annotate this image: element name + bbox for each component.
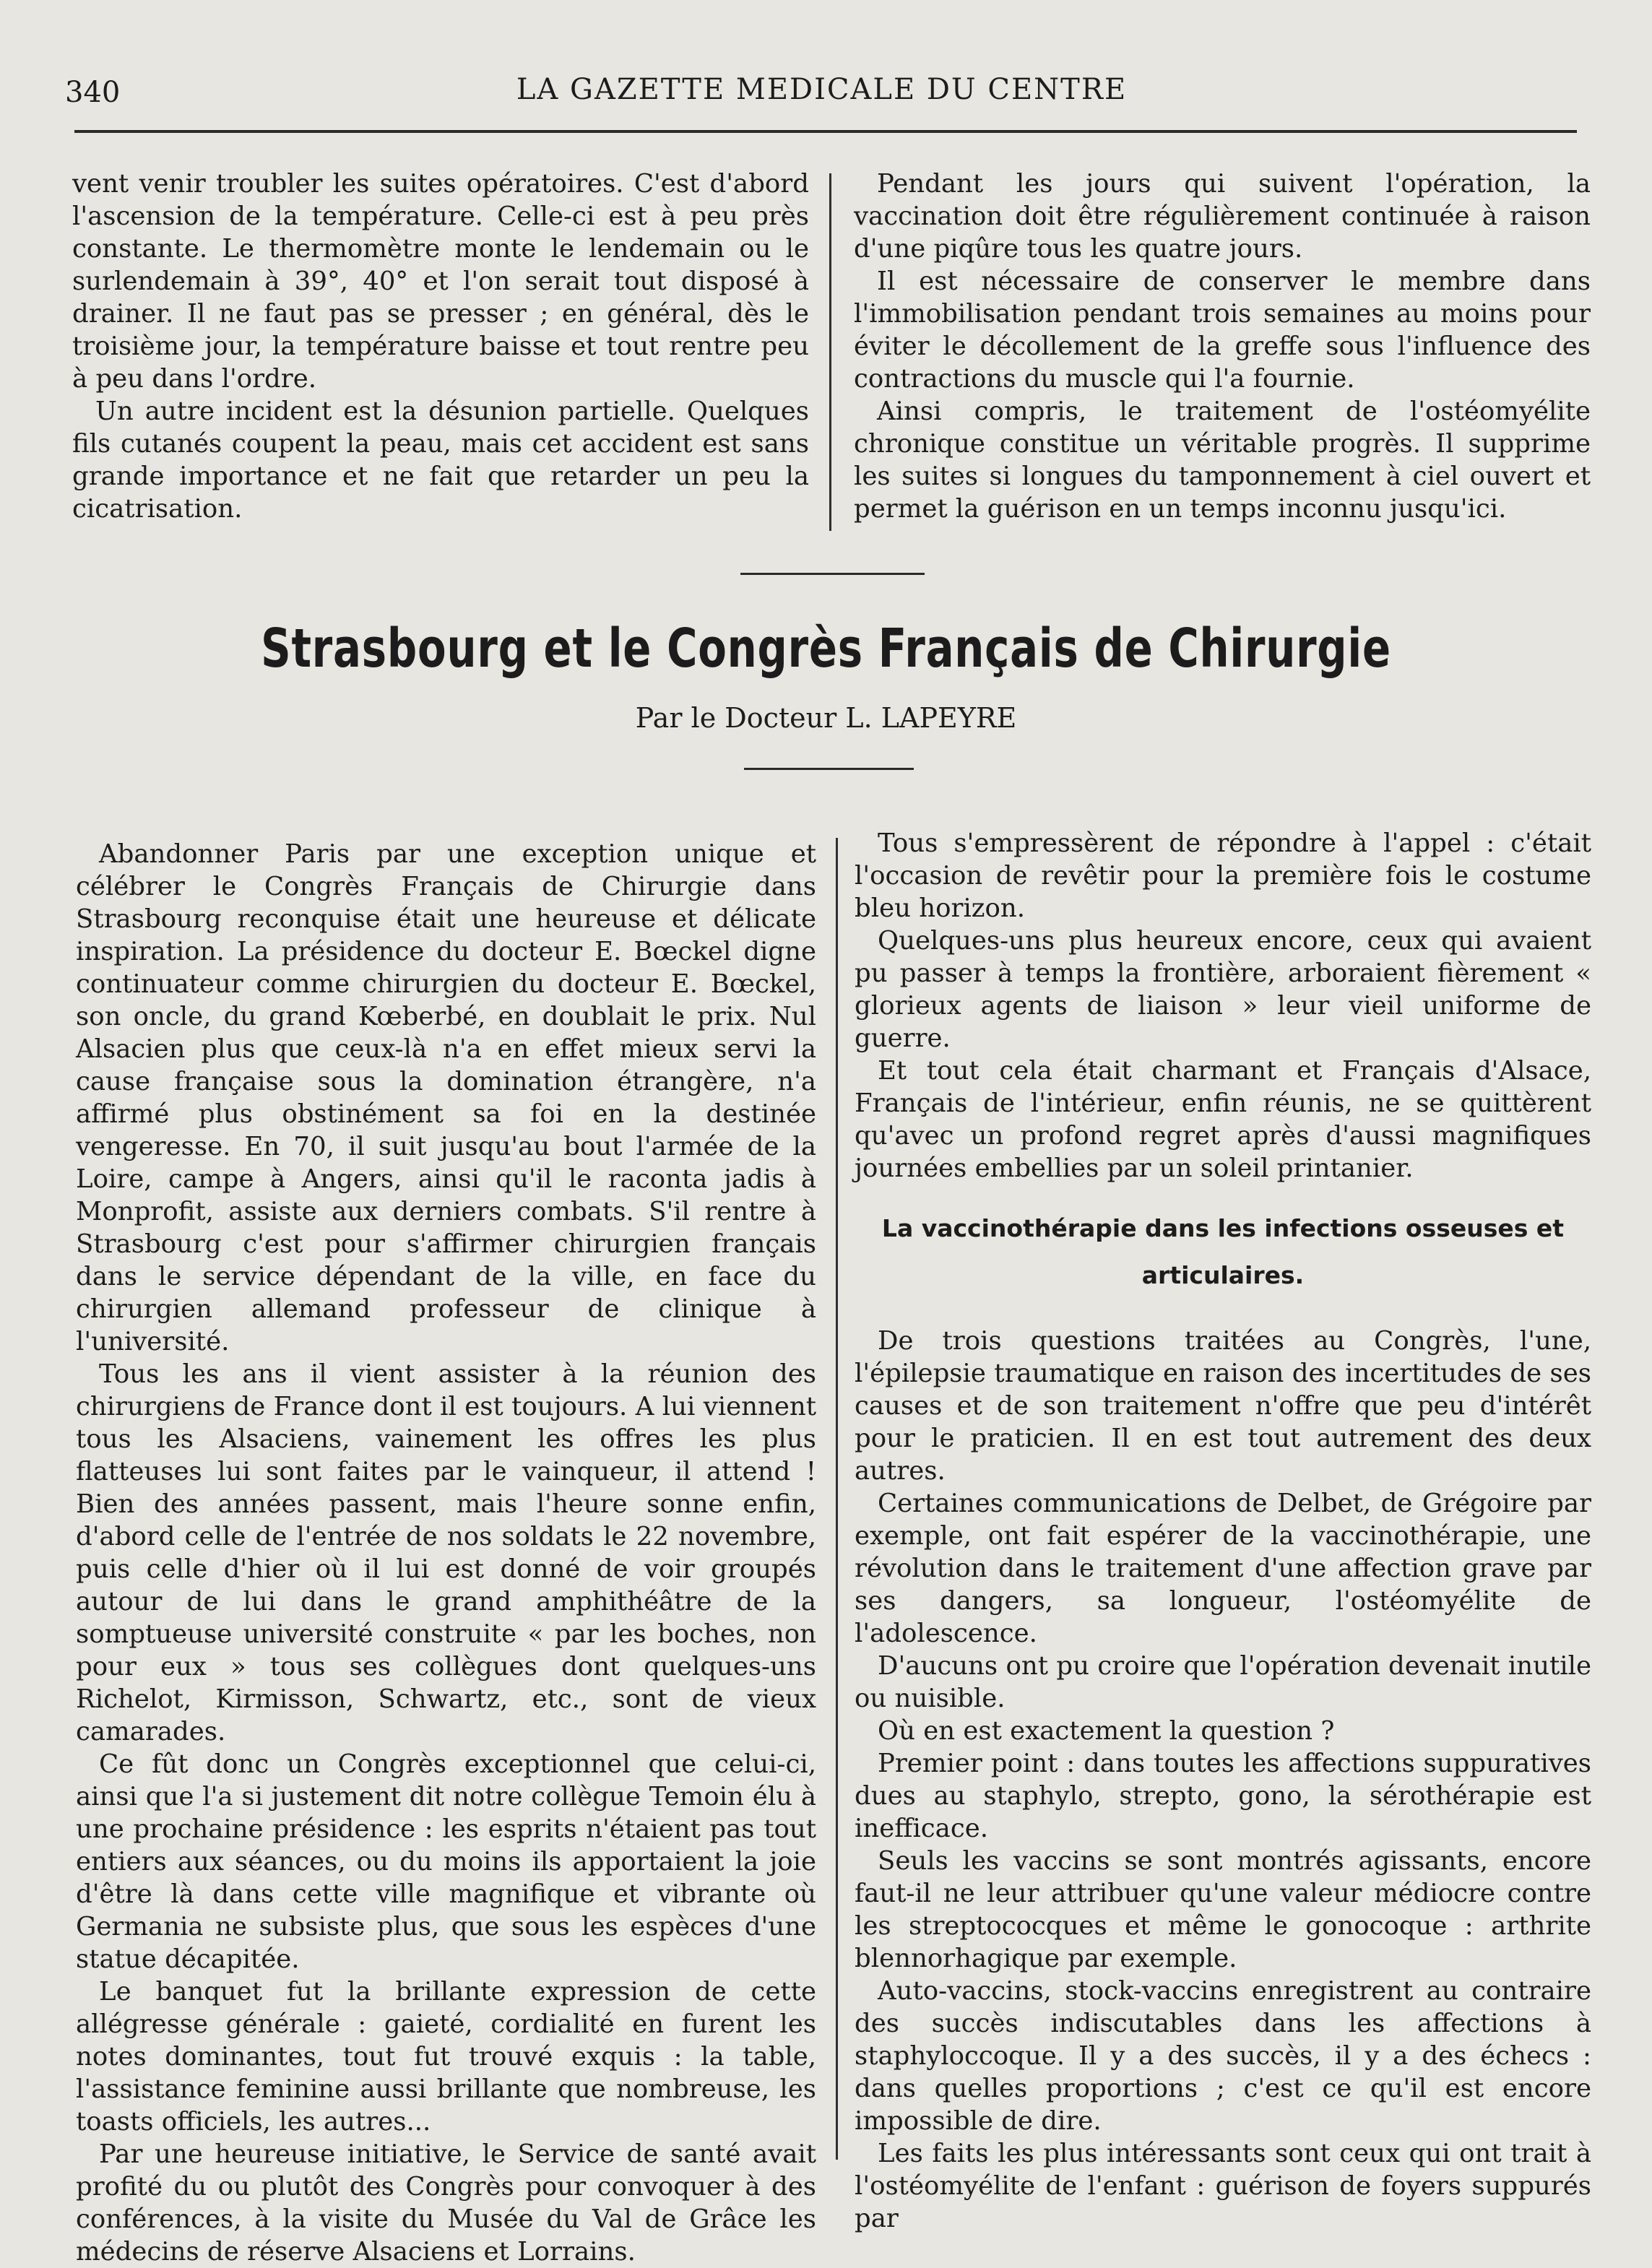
paragraph: Quelques-uns plus heureux encore, ceux qui avaient pu passer à temps la frontière, arboraient fièrement « glorieux agents de liaison » leur vieil uniforme de guerre. <box>855 926 1591 1053</box>
paragraph: Tous les ans il vient assister à la réunion des chirurgiens de France dont il est toujours. A lui viennent tous les Alsaciens, vainement les offres les plus flatteuses lui sont faites par le vainqueur, il attend ! Bien des années passent, mais l'heure sonne enfin, d'abord celle de l'entrée de nos soldats le 22 novembre, puis celle d'hier où il lui est donné de voir groupés autour de lui dans le grand amphithéâtre de la somptueuse université construite « par les boches, non pour eux » tous ses collègues dont quelques-uns Richelot, Kirmisson, Schwartz, etc., sont de vieux camarades. <box>76 1359 816 1747</box>
paragraph: Certaines communications de Delbet, de Grégoire par exemple, ont fait espérer de la vaccinothérapie, une révolution dans le traitement d'une affection grave par ses dangers, sa longueur, l'ostéomyélite de l'adolescence. <box>855 1489 1591 1648</box>
paragraph: Où en est exactement la question ? <box>878 1716 1335 1746</box>
paragraph: Les faits les plus intéressants sont ceux qui ont trait à l'ostéomyélite de l'enfant : guérison de foyers suppurés par <box>855 2139 1591 2233</box>
paragraph: Seuls les vaccins se sont montrés agissants, encore faut-il ne leur attribuer qu'une valeur médiocre contre les streptococques et même le gonocoque : arthrite blennorhagique par exemple. <box>855 1846 1591 1973</box>
column-rule-top <box>829 173 831 531</box>
paragraph: Auto-vaccins, stock-vaccins enregistrent au contraire des succès indiscutables dans les affections à staphyloccoque. Il y a des succès, il y a des échecs : dans quelles proportions ; c'est ce qu'il est encore impossible de dire. <box>855 1976 1591 2136</box>
paragraph: Premier point : dans toutes les affections suppuratives dues au staphylo, strepto, gono, la sérothérapie est inefficace. <box>855 1749 1591 1843</box>
separator-rule <box>740 573 925 575</box>
article-title: Strasbourg et le Congrès Français de Chirurgie <box>261 618 1391 680</box>
top-right-column <box>854 168 1591 525</box>
article-left-column <box>76 838 816 2268</box>
paragraph: Par une heureuse initiative, le Service de santé avait profité du ou plutôt des Congrès pour convoquer à des conférences, à la visite du Musée du Val de Grâce les médecins de réserve Alsaciens et Lorrains. <box>76 2139 816 2267</box>
journal-title: LA GAZETTE MEDICALE DU CENTRE <box>516 73 1128 106</box>
paragraph: De trois questions traitées au Congrès, l'une, l'épilepsie traumatique en raison des incertitudes de ses causes et de son traitement n'offre que peu d'intérêt pour le praticien. Il en est tout autrement des deux autres. <box>855 1326 1591 1486</box>
paragraph: Un autre incident est la désunion partielle. Quelques fils cutanés coupent la peau, mais cet accident est sans grande importance et ne fait que retarder un peu la cicatrisation. <box>72 397 809 524</box>
paragraph: Abandonner Paris par une exception unique et célébrer le Congrès Français de Chirurgie dans Strasbourg reconquise était une heureuse et délicate inspiration. La présidence du docteur E. Bœckel digne continuateur comme chirurgien du docteur E. Bœckel, son oncle, du grand Kœberbé, en doublait le prix. Nul Alsacien plus que ceux-là n'a en effet mieux servi la cause française sous la domination étrangère, n'a affirmé plus obstinément sa foi en la destinée vengeresse. En 70, il suit jusqu'au bout l'armée de la Loire, campe à Angers, ainsi qu'il le raconta jadis à Monprofit, assiste aux derniers combats. S'il rentre à Strasbourg c'est pour s'affirmer chirurgien français dans le service dépendant de la ville, en face du chirurgien allemand professeur de clinique à l'université. <box>76 839 816 1356</box>
paragraph: Le banquet fut la brillante expression de cette allégresse générale : gaieté, cordialité en furent les notes dominantes, tout fut trouvé exquis : la table, l'assistance feminine aussi brillante que nombreuse, les toasts officiels, les autres... <box>76 1977 816 2137</box>
column-rule-bottom <box>836 838 838 2160</box>
section-subheading: La vaccinothérapie dans les infections osseuses et articulaires. <box>881 1214 1565 1289</box>
page-number: 340 <box>65 76 121 109</box>
top-left-column <box>72 168 809 525</box>
header-rule <box>74 130 1577 133</box>
separator-rule-2 <box>744 768 914 770</box>
paragraph: vent venir troubler les suites opératoires. C'est d'abord l'ascension de la température. Celle-ci est à peu près constante. Le thermomètre monte le lendemain ou le surlendemain à 39°, 40° et l'on serait tout disposé à drainer. Il ne faut pas se presser ; en général, dès le troisième jour, la température baisse et tout rentre peu à peu dans l'ordre. <box>72 169 809 394</box>
paragraph: Tous s'empressèrent de répondre à l'appel : c'était l'occasion de revêtir pour la première fois le costume bleu horizon. <box>855 828 1591 923</box>
byline: Par le Docteur L. LAPEYRE <box>635 702 1017 734</box>
paragraph: D'aucuns ont pu croire que l'opération devenait inutile ou nuisible. <box>855 1651 1591 1713</box>
paragraph: Ainsi compris, le traitement de l'ostéomyélite chronique constitue un véritable progrès. Il supprime les suites si longues du tamponnement à ciel ouvert et permet la guérison en un temps inconnu jusqu'ici. <box>854 397 1591 524</box>
paragraph: Il est nécessaire de conserver le membre dans l'immobilisation pendant trois semaines au moins pour éviter le décollement de la greffe sous l'influence des contractions du muscle qui l'a fournie. <box>854 267 1591 394</box>
page-header <box>65 69 1578 112</box>
paragraph: Et tout cela était charmant et Français d'Alsace, Français de l'intérieur, enfin réunis, ne se quittèrent qu'avec un profond regret après d'aussi magnifiques journées embellies par un soleil printanier. <box>855 1056 1591 1183</box>
article-right-column <box>855 827 1591 2235</box>
paragraph: Ce fût donc un Congrès exceptionnel que celui-ci, ainsi que l'a si justement dit notre collègue Temoin élu à une prochaine présidence : les esprits n'étaient pas tout entiers aux séances, ou du moins ils apportaient la joie d'être là dans cette ville magnifique et vibrante où Germania ne subsiste plus, que sous les espèces d'une statue décapitée. <box>76 1749 816 1974</box>
paragraph: Pendant les jours qui suivent l'opération, la vaccination doit être régulièrement continuée à raison d'une piqûre tous les quatre jours. <box>854 169 1591 264</box>
